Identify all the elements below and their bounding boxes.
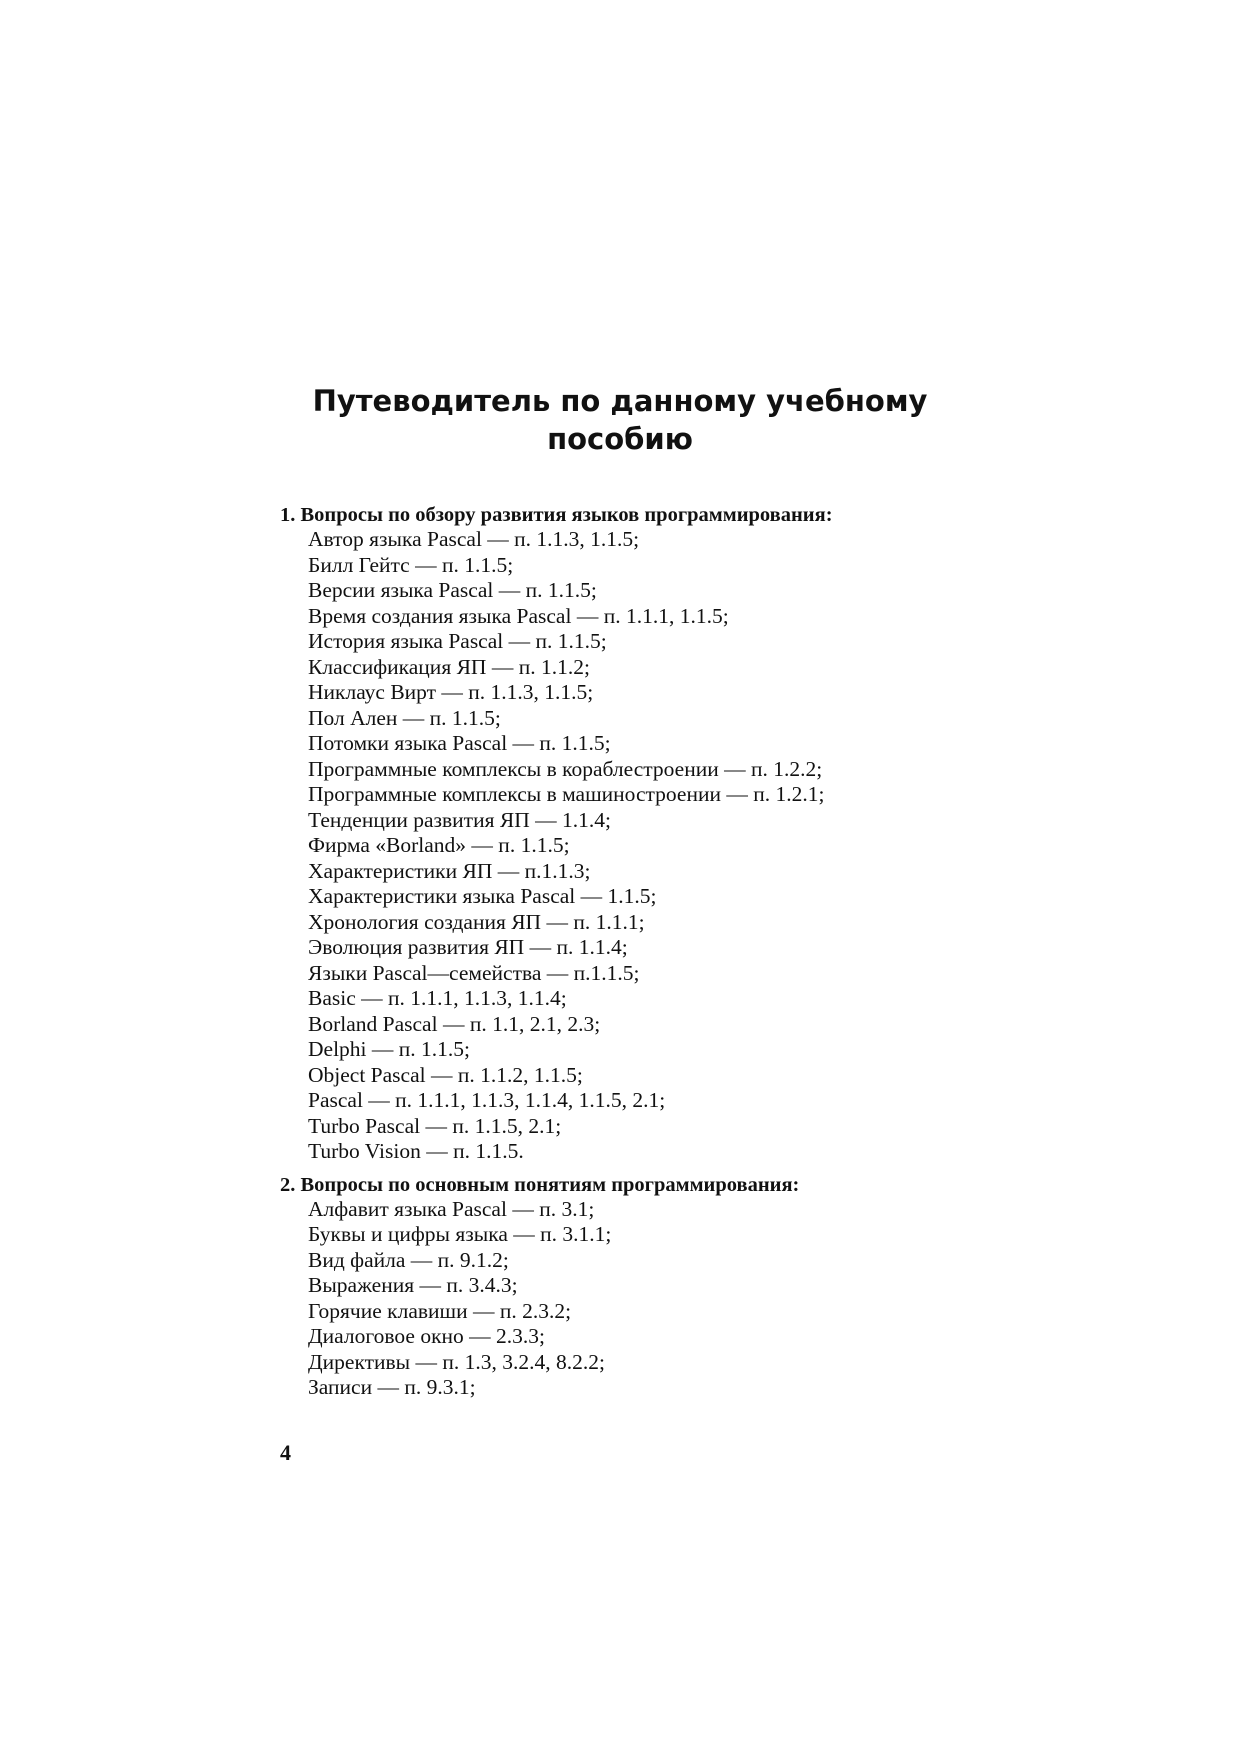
- list-item: Программные комплексы в машиностроении — п. 1.2.1;: [308, 782, 825, 806]
- list-item: Эволюция развития ЯП — п. 1.1.4;: [308, 935, 628, 959]
- list-item: Характеристики языка Pascal — 1.1.5;: [308, 884, 657, 908]
- list-item: Классификация ЯП — п. 1.1.2;: [308, 654, 590, 679]
- page-title: [0, 382, 1240, 458]
- list-item: Программные комплексы в кораблестроении — п. 1.2.2;: [308, 756, 823, 781]
- list-item: Turbo Pascal — п. 1.1.5, 2.1;: [308, 1113, 562, 1138]
- list-item: Версии языка Pascal — п. 1.1.5;: [308, 578, 597, 602]
- list-item: Время создания языка Pascal — п. 1.1.1, 1.1.5;: [308, 603, 729, 628]
- list-item: Выражения — п. 3.4.3;: [308, 1273, 518, 1297]
- list-item: Хронология создания ЯП — п. 1.1.1;: [308, 909, 645, 934]
- guide-contents: [280, 503, 980, 1409]
- list-item: Горячие клавиши — п. 2.3.2;: [308, 1298, 572, 1323]
- list-item: Потомки языка Pascal — п. 1.1.5;: [308, 731, 611, 755]
- list-item: Директивы — п. 1.3, 3.2.4, 8.2.2;: [308, 1349, 605, 1374]
- list-item: Записи — п. 9.3.1;: [308, 1375, 476, 1399]
- list-item: Характеристики ЯП — п.1.1.3;: [308, 858, 591, 883]
- list-item: Алфавит языка Pascal — п. 3.1;: [308, 1196, 595, 1221]
- list-item: Языки Pascal—семейства — п.1.1.5;: [308, 960, 640, 985]
- list-item: Object Pascal — п. 1.1.2, 1.1.5;: [308, 1062, 583, 1087]
- list-item: Basic — п. 1.1.1, 1.1.3, 1.1.4;: [308, 986, 567, 1010]
- list-item: История языка Pascal — п. 1.1.5;: [308, 629, 607, 653]
- page-title-line-2: пособию: [547, 422, 693, 456]
- list-item: Билл Гейтс — п. 1.1.5;: [308, 552, 514, 577]
- section-programming-basics: [280, 1173, 980, 1401]
- list-item: Никлаус Вирт — п. 1.1.3, 1.1.5;: [308, 680, 594, 704]
- list-item: Turbo Vision — п. 1.1.5.: [308, 1139, 524, 1163]
- list-item: Диалоговое окно — 2.3.3;: [308, 1324, 546, 1348]
- list-item: Фирма «Borland» — п. 1.1.5;: [308, 833, 570, 857]
- list-item: Delphi — п. 1.1.5;: [308, 1037, 470, 1061]
- list-item: Буквы и цифры языка — п. 3.1.1;: [308, 1222, 612, 1246]
- section-heading: 1. Вопросы по обзору развития языков программирования:: [280, 504, 833, 526]
- list-item: Пол Ален — п. 1.1.5;: [308, 705, 501, 730]
- page-number: 4: [280, 1440, 291, 1465]
- section-language-history: [280, 503, 980, 1165]
- list-item: Pascal — п. 1.1.1, 1.1.3, 1.1.4, 1.1.5, 2.1;: [308, 1088, 666, 1112]
- section-heading: 2. Вопросы по основным понятиям программирования:: [280, 1173, 800, 1196]
- entry-list: [280, 1197, 980, 1401]
- list-item: Borland Pascal — п. 1.1, 2.1, 2.3;: [308, 1011, 601, 1036]
- entry-list: [280, 527, 980, 1165]
- list-item: Тенденции развития ЯП — 1.1.4;: [308, 807, 611, 832]
- list-item: Вид файла — п. 9.1.2;: [308, 1247, 509, 1272]
- page-title-line-1: Путеводитель по данному учебному: [312, 384, 928, 418]
- list-item: Автор языка Pascal — п. 1.1.3, 1.1.5;: [308, 527, 640, 551]
